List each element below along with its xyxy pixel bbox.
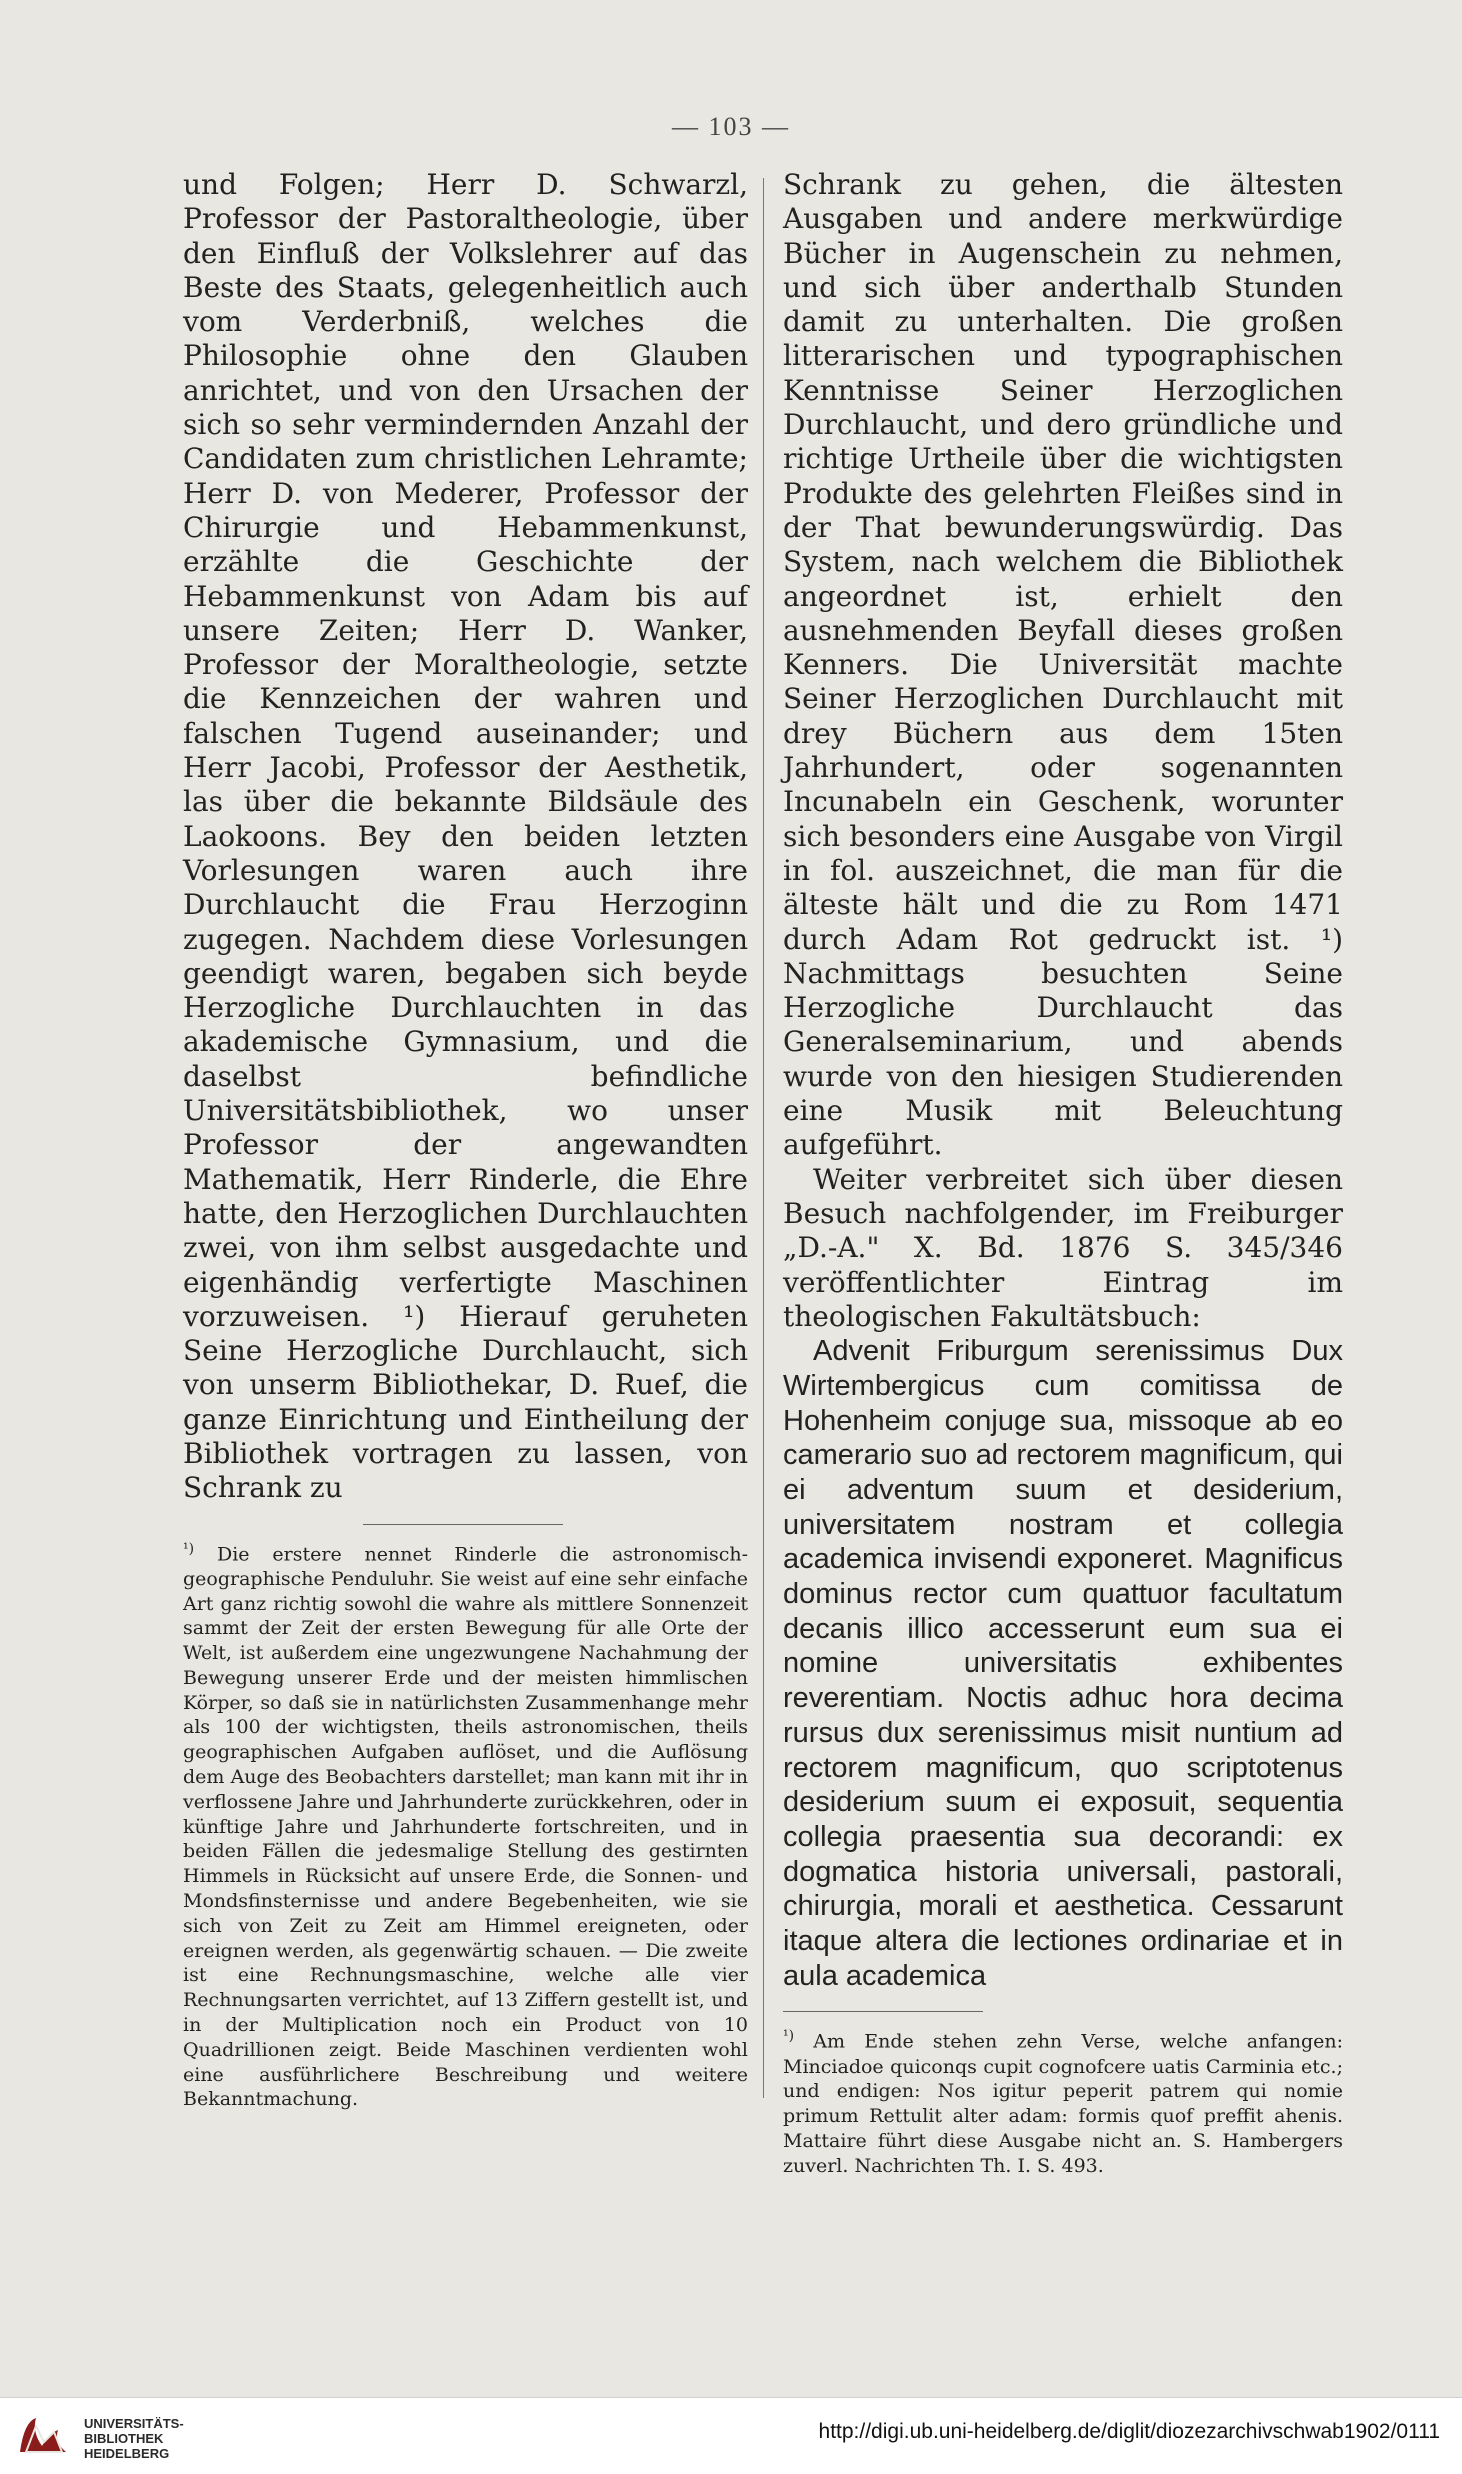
library-name-line-3: HEIDELBERG (84, 2446, 170, 2461)
viewer-footer (0, 2397, 1462, 2474)
left-body-text: und Folgen; Herr D. Schwarzl, Professor der Pastoraltheologie, über den Einfluß der Volkslehrer auf das Beste des Staats, gelegenheitlich auch vom Verderbniß, welches die Philosophie ohne den Glauben anrichtet, und von den Ursachen der sich so sehr vermindernden Anzahl der Candidaten zum christlichen Lehramte; Herr D. von Mederer, Professor der Chirurgie und Hebammenkunst, erzählte die Geschichte der Hebammenkunst von Adam bis auf unsere Zeiten; Herr D. Wanker, Professor der Moraltheologie, setzte die Kennzeichen der wahren und falschen Tugend auseinander; und Herr Jacobi, Professor der Aesthetik, las über die bekannte Bildsäule des Laokoons. Bey den beiden letzten Vorlesungen waren auch ihre Durchlaucht die Frau Herzoginn zugegen. Nachdem diese Vorlesungen geendigt waren, begaben sich beyde Herzogliche Durchlauchten in das akademische Gymnasium, und die daselbst befindliche Universitätsbibliothek, wo unser Professor der angewandten Mathematik, Herr Rinderle, die Ehre hatte, den Herzoglichen Durchlauchten zwei, von ihm selbst ausgedachte und eigenhändig verfertigte Maschinen vorzuweisen. ¹) Hierauf geruheten Seine Herzogliche Durchlaucht, sich von unserm Bibliothekar, D. Ruef, die ganze Einrichtung und Eintheilung der Bibliothek vortragen zu lassen, von Schrank zu (183, 168, 748, 1505)
right-footnote-text: Am Ende stehen zehn Verse, welche anfangen: Minciadoe quiconqs cupit cognofcere uatis Carminia etc.; und endigen: Nos igitur peperit patrem qui nomie primum Rettulit alter adam: formis quof preffit ahenis. Mattaire führt diese Ausgabe nicht an. S. Hambergers zuverl. Nachrichten Th. I. S. 493. (783, 2030, 1343, 2177)
right-paragraph-2: Weiter verbreitet sich über diesen Besuch nachfolgender, im Freiburger „D.-A." X. Bd. 1876 S. 345/346 veröffentlichter Eintrag im theologischen Fakultätsbuch: (783, 1162, 1343, 1333)
column-divider (763, 178, 764, 2098)
footnote-divider (363, 1524, 563, 1525)
left-footnote-text: Die erstere nennet Rinderle die astronomisch-geographische Penduluhr. Sie weist auf eine sehr einfache Art ganz richtig sowohl die wahre als mittlere Sonnenzeit sammt der Zeit der ersten Bewegung für alle Orte der Welt, ist außerdem eine ungezwungene Nachahmung der Bewegung unserer Erde und der meisten himmlischen Körper, so daß sie in natürlichsten Zusammenhange mehr als 100 der wichtigsten, theils astronomischen, theils geographischen Aufgaben auflöset, und die Auflösung dem Auge des Beobachters darstellet; man kann mit ihr in verflossene Jahre und Jahrhunderte zurückkehren, oder in künftige Jahre und Jahrhunderte fortschreiten, und in beiden Fällen die jedesmalige Stellung des gestirnten Himmels in Rücksicht auf unsere Erde, die Sonnen- und Mondsfinsternisse und andere Begebenheiten, wie sie sich von Zeit zu Zeit am Himmel ereigneten, oder ereignen werden, als gegenwärtig schauen. — Die zweite ist eine Rechnungsmaschine, welche alle vier Rechnungsarten verrichtet, auf 13 Ziffern gestellt ist, und in der Multiplication noch ein Product von 10 Quadrillionen zeigt. Beide Maschinen verdienten wohl eine ausführlichere Beschreibung und weitere Bekanntmachung. (183, 1542, 748, 2111)
right-paragraph-1: Schrank zu gehen, die ältesten Ausgaben und andere merkwürdige Bücher in Augenschein zu nehmen, und sich über anderthalb Stunden damit zu unterhalten. Die großen litterarischen und typographischen Kenntnisse Seiner Herzoglichen Durchlaucht, und dero gründliche und richtige Urtheile über die wichtigsten Produkte des gelehrten Fleißes sind in der That bewunderungswürdig. Das System, nach welchem die Bibliothek angeordnet ist, erhielt den ausnehmenden Beyfall dieses großen Kenners. Die Universität machte Seiner Herzoglichen Durchlaucht mit drey Büchern aus dem 15ten Jahrhundert, oder sogenannten Incunabeln ein Geschenk, worunter sich besonders eine Ausgabe von Virgil in fol. auszeichnet, die man für die älteste hält und die zu Rom 1471 durch Adam Rot gedruckt ist. ¹) Nachmittags besuchten Seine Herzogliche Durchlaucht das Generalseminarium, und abends wurde von den hiesigen Studierenden eine Musik mit Beleuchtung aufgeführt. (783, 168, 1343, 1162)
library-logo-icon (14, 2412, 74, 2460)
page-number: — 103 — (672, 112, 790, 141)
footnote-mark: ¹) (183, 1540, 195, 1557)
left-footnote (183, 1537, 748, 2113)
right-column (783, 168, 1343, 2179)
footnote-divider (783, 2011, 983, 2012)
library-name-line-1: UNIVERSITÄTS- (84, 2416, 184, 2431)
permalink-url[interactable]: http://digi.ub.uni-heidelberg.de/diglit/diozezarchivschwab1902/0111 (818, 2420, 1440, 2443)
left-column (183, 168, 748, 2112)
library-name (84, 2416, 184, 2461)
latin-entry: Advenit Friburgum serenissimus Dux Wirtembergicus cum comitissa de Hohenheim conjuge sua, missoque ab eo camerario suo ad rectorem magnificum, qui ei adventum suum et desiderium, universitatem nostram et collegia academica invisendi exponeret. Magnificus dominus rector cum quattuor facultatum decanis illico accesserunt eum sua ei nomine universitatis exhibentes reverentiam. Noctis adhuc hora decima rursus dux serenissimus misit nuntium ad rectorem magnificum, quo scriptotenus desiderium suum ei exposuit, sequentia collegia praesentia sua decorandi: ex dogmatica historia universali, pastorali, chirurgia, morali et aesthetica. Cessarunt itaque altera die lectiones ordinariae et in aula academica (783, 1335, 1343, 1992)
footnote-mark: ¹) (783, 2028, 795, 2045)
right-footnote (783, 2024, 1343, 2178)
library-name-line-2: BIBLIOTHEK (84, 2431, 164, 2446)
